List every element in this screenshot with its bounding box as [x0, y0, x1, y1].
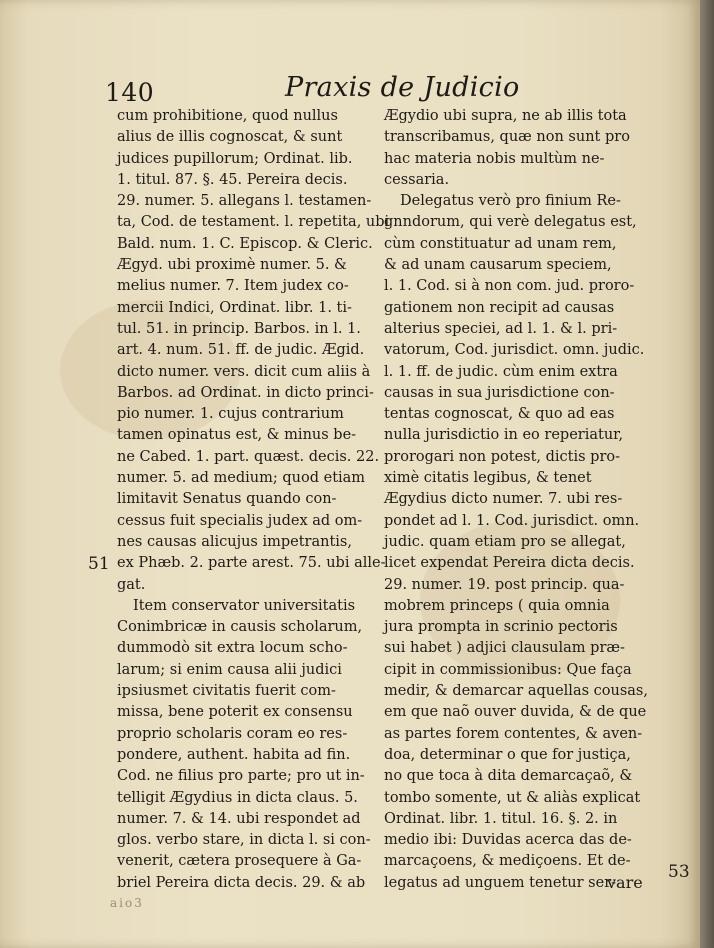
text-line: sui habet ) adjici clausulam præ- [384, 640, 625, 657]
right-column [384, 106, 660, 894]
text-line: Delegatus verò pro finium Re- [400, 193, 621, 210]
text-line: cipit in commissionibus: Que faça [384, 661, 632, 678]
text-line: gat. [117, 576, 146, 593]
text-line: em que naõ ouver duvida, & de que [384, 704, 647, 721]
text-line: nes causas alicujus impetrantis, [117, 533, 352, 550]
text-line: ximè citatis legibus, & tenet [384, 470, 592, 487]
text-line: legatus ad unguem tenetur ser- [384, 874, 617, 891]
text-line: dummodò sit extra locum scho- [117, 640, 348, 657]
text-line: & ad unam causarum speciem, [384, 257, 612, 274]
text-line: telligit Ægydius in dicta claus. 5. [117, 789, 358, 806]
text-line: jura prompta in scrinio pectoris [384, 619, 618, 636]
text-line: judices pupillorum; Ordinat. lib. [117, 150, 353, 167]
text-line: tul. 51. in princip. Barbos. in l. 1. [117, 320, 361, 337]
text-line: medir, & demarcar aquellas cousas, [384, 683, 648, 700]
text-line: prorogari non potest, dictis pro- [384, 448, 621, 465]
text-line: pondere, authent. habita ad fin. [117, 746, 351, 763]
text-line: ex Phæb. 2. parte arest. 75. ubi alle- [117, 555, 386, 572]
text-line: ne Cabed. 1. part. quæst. decis. 22. [117, 448, 380, 465]
text-line: nulla jurisdictio in eo reperiatur, [384, 427, 624, 444]
text-line: tentas cognoscat, & quo ad eas [384, 406, 615, 423]
signature-mark: aio3 [110, 896, 144, 910]
text-line: Barbos. ad Ordinat. in dicto princi- [117, 384, 374, 401]
text-line: pondet ad l. 1. Cod. jurisdict. omn. [384, 512, 640, 529]
text-line: Ægydio ubi supra, ne ab illis tota [384, 108, 627, 124]
text-line: 29. numer. 19. post princip. qua- [384, 576, 625, 593]
running-title: Praxis de Judicio [285, 72, 520, 103]
text-line: causas in sua jurisdictione con- [384, 384, 615, 401]
text-line: gationem non recipit ad causas [384, 299, 615, 316]
text-line: hac materia nobis multùm ne- [384, 150, 605, 167]
text-line: gnndorum, qui verè delegatus est, [384, 214, 637, 231]
marginal-number-left: 51 [88, 554, 110, 574]
text-line: Ægyd. ubi proximè numer. 5. & [117, 257, 347, 274]
text-line: ta, Cod. de testament. l. repetita, ubi [117, 214, 390, 231]
text-line: dicto numer. vers. dicit cum aliis à [117, 363, 371, 380]
text-line: 1. titul. 87. §. 45. Pereira decis. [117, 171, 348, 188]
text-line: cum prohibitione, quod nullus [117, 108, 338, 124]
text-line: doa, determinar o que for justiça, [384, 746, 631, 763]
text-line: mobrem princeps ( quia omnia [384, 597, 610, 614]
text-line: as partes forem contentes, & aven- [384, 725, 643, 742]
text-line: l. 1. ff. de judic. cùm enim extra [384, 363, 618, 380]
text-line: cessaria. [384, 171, 450, 188]
left-column [117, 106, 389, 894]
text-line: pio numer. 1. cujus contrarium [117, 406, 344, 423]
text-line: l. 1. Cod. si à non com. jud. proro- [384, 278, 635, 295]
text-line: Cod. ne filius pro parte; pro ut in- [117, 768, 365, 785]
text-line: Bald. num. 1. C. Episcop. & Cleric. [117, 235, 373, 252]
text-line: cessus fuit specialis judex ad om- [117, 512, 363, 529]
text-line: no que toca à dita demarcaçaõ, & [384, 768, 633, 785]
text-line: ipsiusmet civitatis fuerit com- [117, 683, 336, 700]
text-line: glos. verbo stare, in dicta l. si con- [117, 832, 371, 849]
page-header [85, 68, 685, 107]
text-line: Conimbricæ in causis scholarum, [117, 619, 363, 636]
text-line: proprio scholaris coram eo res- [117, 725, 348, 742]
text-line: numer. 5. ad medium; quod etiam [117, 470, 366, 487]
text-line: licet expendat Pereira dicta decis. [384, 555, 635, 572]
text-line: Item conservator universitatis [133, 597, 356, 614]
text-line: numer. 7. & 14. ubi respondet ad [117, 810, 361, 827]
text-line: vatorum, Cod. jurisdict. omn. judic. [384, 342, 645, 359]
text-line: alius de illis cognoscat, & sunt [117, 129, 343, 146]
text-line: 29. numer. 5. allegans l. testamen- [117, 193, 372, 210]
text-line: Ordinat. libr. 1. titul. 16. §. 2. in [384, 810, 618, 827]
text-line: tamen opinatus est, & minus be- [117, 427, 357, 444]
text-line: marcaçoens, & mediçoens. Et de- [384, 853, 631, 870]
text-line: cùm constituatur ad unam rem, [384, 235, 617, 252]
page-edge [700, 0, 714, 948]
text-line: mercii Indici, Ordinat. libr. 1. ti- [117, 299, 352, 316]
text-line: alterius speciei, ad l. 1. & l. pri- [384, 320, 618, 337]
catchword: vare [607, 873, 643, 892]
text-line: melius numer. 7. Item judex co- [117, 278, 349, 295]
text-line: judic. quam etiam pro se allegat, [384, 533, 626, 550]
text-line: art. 4. num. 51. ff. de judic. Ægid. [117, 342, 365, 359]
text-line: transcribamus, quæ non sunt pro [384, 129, 630, 146]
page-number: 140 [105, 78, 155, 107]
text-line: briel Pereira dicta decis. 29. & ab [117, 874, 366, 891]
text-line: venerit, cætera prosequere à Ga- [117, 853, 362, 870]
text-line: larum; si enim causa alii judici [117, 661, 342, 678]
text-line: limitavit Senatus quando con- [117, 491, 337, 508]
marginal-number-right: 53 [668, 862, 690, 882]
text-line: medio ibi: Duvidas acerca das de- [384, 832, 632, 849]
text-line: tombo somente, ut & aliàs explicat [384, 789, 641, 806]
text-line: missa, bene poterit ex consensu [117, 704, 353, 721]
text-line: Ægydius dicto numer. 7. ubi res- [384, 491, 623, 508]
